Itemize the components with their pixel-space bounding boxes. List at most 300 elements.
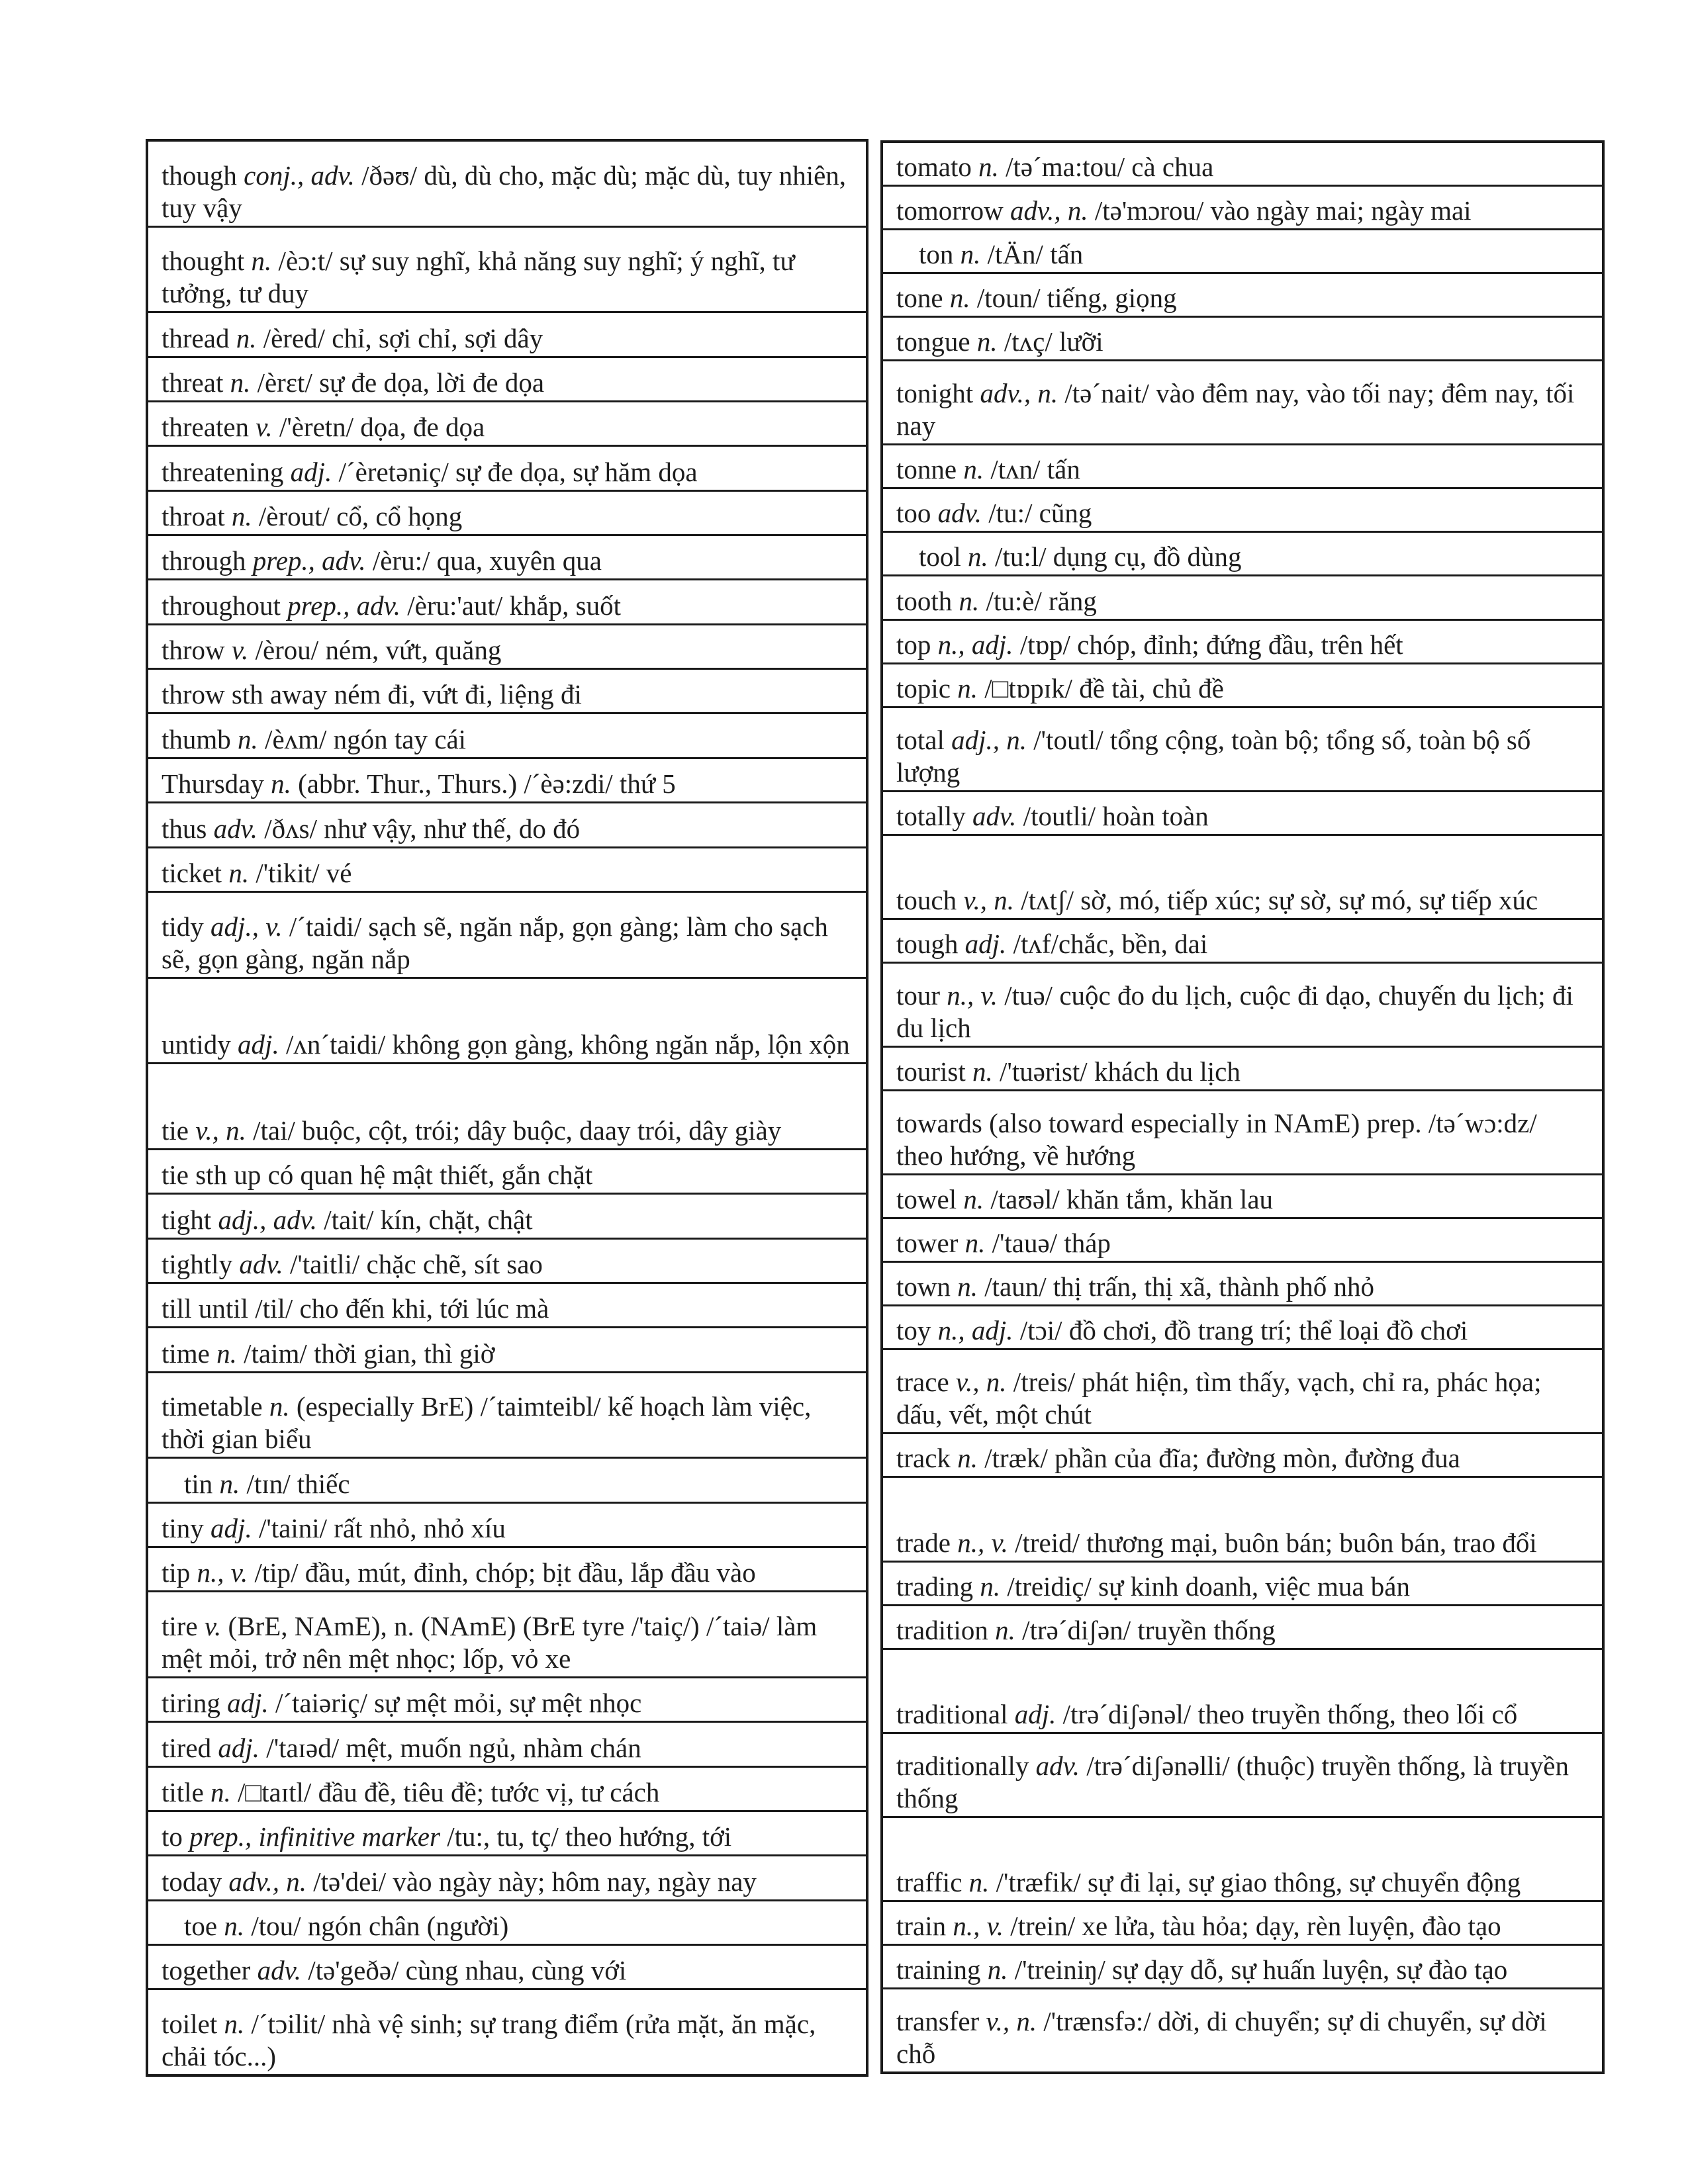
entry-text [896, 884, 1590, 917]
dictionary-entry [883, 445, 1602, 489]
headword: Thursday [162, 768, 264, 799]
part-of-speech: n. [987, 1954, 1008, 1985]
entry-text [162, 245, 854, 310]
definition: /tÄn/ tấn [987, 239, 1084, 270]
part-of-speech: adv., n. [228, 1866, 306, 1897]
part-of-speech: n. [963, 1184, 984, 1215]
headword: though [162, 159, 237, 191]
dictionary-entry [883, 1350, 1602, 1434]
dictionary-entry [148, 492, 866, 536]
part-of-speech: adj. [211, 1513, 252, 1543]
headword: today [162, 1866, 222, 1897]
part-of-speech: n. [224, 1911, 245, 1942]
headword: threat [162, 367, 224, 398]
headword: ton [919, 239, 954, 270]
definition: /treidiç/ sự kinh doanh, việc mua bán [1007, 1570, 1410, 1602]
part-of-speech: n. [269, 1391, 290, 1422]
headword: too [896, 498, 931, 529]
dictionary-entry [148, 447, 866, 491]
definition: /èru:/ qua, xuyên qua [372, 545, 602, 576]
dictionary-entry [148, 1459, 866, 1503]
entry-text [162, 911, 854, 976]
entry-text [162, 2008, 854, 2073]
part-of-speech: v. [204, 1611, 222, 1642]
definition: /'trænsfə:/ dời, di chuyển; sự di chuyển, sự dời chỗ [896, 2006, 1547, 2070]
part-of-speech: n., v. [197, 1557, 248, 1588]
dictionary-entry [883, 230, 1602, 274]
definition: /´taiəriç/ sự mệt mỏi, sự mệt nhọc [275, 1688, 642, 1719]
headword: tight [162, 1204, 212, 1235]
dictionary-entry [148, 1150, 866, 1195]
headword: threatening [162, 456, 284, 487]
definition: /tʌf/chắc, bền, dai [1013, 928, 1208, 959]
part-of-speech: adv. [937, 498, 982, 529]
headword: top [896, 629, 931, 660]
part-of-speech: n. [251, 246, 272, 277]
definition: /tait/ kín, chặt, chật [324, 1204, 533, 1235]
definition: (especially BrE) /´taimteibl/ kế hoạch làm việc, thời gian biểu [162, 1391, 812, 1455]
entry-text [896, 585, 1590, 617]
dictionary-entry [148, 358, 866, 402]
dictionary-entry [883, 143, 1602, 187]
headword: touch [896, 884, 957, 915]
headword: time [162, 1338, 210, 1369]
definition: /'tuərist/ khách du lịch [1000, 1056, 1241, 1087]
definition: /'tauə/ tháp [992, 1228, 1111, 1259]
dictionary-entry [148, 1856, 866, 1901]
definition: /taim/ thời gian, thì giờ [244, 1338, 495, 1369]
entry-text [162, 1390, 854, 1455]
definition: /tai/ buộc, cột, trói; dây buộc, daay trói, dây giày [253, 1115, 782, 1146]
part-of-speech: n. [960, 239, 981, 270]
dictionary-entry [883, 792, 1602, 836]
dictionary-entry [883, 664, 1602, 708]
entry-text [896, 1910, 1590, 1942]
entry-text [162, 1338, 854, 1370]
entry-text [184, 1910, 854, 1942]
headword: thought [162, 246, 245, 277]
headword: traditionally [896, 1750, 1029, 1781]
definition: /taun/ thị trấn, thị xã, thành phố nhỏ [984, 1271, 1374, 1302]
definition: /□taɪtl/ đầu đề, tiêu đề; tước vị, tư cách [238, 1777, 660, 1808]
definition: có quan hệ mật thiết, gắn chặt [267, 1160, 593, 1191]
definition: /toun/ tiếng, giọng [976, 283, 1177, 314]
dictionary-entry [148, 228, 866, 314]
headword: tomato [896, 152, 972, 183]
entry-text [896, 195, 1590, 227]
dictionary-entry [883, 533, 1602, 576]
dictionary-entry [148, 1678, 866, 1723]
entry-text [896, 800, 1590, 833]
dictionary-entry [148, 1064, 866, 1150]
part-of-speech: n. [976, 326, 998, 357]
headword: to [162, 1821, 183, 1852]
headword: thus [162, 813, 207, 844]
headword: tourist [896, 1056, 966, 1087]
part-of-speech: adv. [972, 800, 1017, 831]
headword: tough [896, 928, 959, 959]
dictionary-entry [883, 1818, 1602, 1902]
entry-text [896, 1271, 1590, 1303]
part-of-speech: n. [957, 1271, 978, 1302]
entry-text [896, 629, 1590, 661]
definition: /□tɒpɪk/ đề tài, chủ đề [984, 672, 1224, 704]
entry-text [162, 456, 854, 488]
part-of-speech: n. [968, 1866, 990, 1897]
definition: /trə´diʃən/ truyền thống [1022, 1614, 1276, 1645]
dictionary-entry [883, 1478, 1602, 1562]
definition: /tʌtʃ/ sờ, mó, tiếp xúc; sự sờ, sự mó, sự tiếp xúc [1021, 884, 1538, 915]
entry-text [896, 724, 1590, 789]
part-of-speech: adj. [1014, 1698, 1056, 1729]
dictionary-entry [883, 489, 1602, 533]
headword: thread [162, 322, 230, 353]
part-of-speech: adv. [1035, 1750, 1080, 1781]
dictionary-entry [883, 1989, 1602, 2071]
headword: tonight [896, 378, 974, 409]
headword: traffic [896, 1866, 962, 1897]
definition: /'træfik/ sự đi lại, sự giao thông, sự chuyển động [996, 1866, 1521, 1897]
part-of-speech: conj., adv. [244, 159, 355, 191]
entry-text [162, 1776, 854, 1809]
dictionary-entry [148, 1284, 866, 1328]
part-of-speech: v. [256, 412, 273, 443]
definition: /tou/ ngón chân (người) [251, 1911, 509, 1942]
dictionary-entry [883, 1263, 1602, 1306]
definition: /èrɛt/ sự đe dọa, lời đe dọa [257, 367, 545, 398]
definition: /tu:, tu, tç/ theo hướng, tới [447, 1821, 732, 1852]
headword: tomorrow [896, 195, 1004, 226]
right-column [880, 140, 1605, 2074]
definition: /trə´diʃənəlli/ (thuộc) truyền thống, là truyền thống [896, 1750, 1569, 1813]
entry-text [162, 1687, 854, 1719]
entry-text [184, 1468, 854, 1500]
headword: tip [162, 1557, 191, 1588]
part-of-speech: prep., adv. [252, 545, 366, 576]
dictionary-entry [148, 1946, 866, 1990]
part-of-speech: adv. [257, 1955, 301, 1986]
entry-text [162, 545, 854, 577]
entry-text [162, 159, 854, 224]
part-of-speech: adj. [227, 1688, 269, 1719]
headword: throw sth away [162, 679, 328, 710]
entry-text [896, 1866, 1590, 1899]
headword: throw [162, 635, 225, 666]
dictionary-entry [148, 1504, 866, 1548]
dictionary-entry [148, 1548, 866, 1592]
entry-text [162, 1821, 854, 1853]
definition: /toutli/ hoàn toàn [1023, 800, 1209, 831]
dictionary-entry [148, 536, 866, 580]
headword: total [896, 724, 945, 755]
dictionary-entry [148, 1240, 866, 1284]
definition: /tʌn/ tấn [990, 454, 1080, 485]
definition: /træk/ phần của đĩa; đường mòn, đường đua [984, 1443, 1460, 1474]
dictionary-entry [148, 1723, 866, 1767]
definition: /èrou/ ném, vứt, quăng [255, 635, 502, 666]
headword: tie [162, 1115, 189, 1146]
dictionary-entry [148, 1373, 866, 1459]
entry-text [896, 672, 1590, 705]
headword: toy [896, 1315, 931, 1346]
entry-text [896, 497, 1590, 529]
part-of-speech: adv., n. [980, 378, 1058, 409]
headword: tone [896, 283, 943, 314]
part-of-speech: n. [959, 585, 980, 616]
definition: /tu:l/ dụng cụ, đồ dùng [995, 541, 1242, 572]
definition: /tip/ đầu, mút, đỉnh, chóp; bịt đầu, lắp đầu vào [254, 1557, 756, 1588]
entry-text [162, 411, 854, 443]
definition: /tə'dei/ vào ngày này; hôm nay, ngày nay [313, 1866, 757, 1897]
definition: /trein/ xe lửa, tàu hỏa; dạy, rèn luyện, đào tạo [1010, 1910, 1501, 1941]
definition: /´èretəniç/ sự đe dọa, sự hăm dọa [338, 456, 698, 487]
entry-text [896, 928, 1590, 960]
entry-text [896, 1183, 1590, 1216]
part-of-speech: adv. [213, 813, 258, 844]
dictionary-entry [148, 142, 866, 228]
definition: /tu:/ cũng [988, 498, 1092, 529]
dictionary-entry [148, 1768, 866, 1812]
entry-text [162, 1512, 854, 1545]
entry-text [896, 282, 1590, 314]
definition: /'tikit/ vé [256, 857, 352, 888]
definition: /tɒp/ chóp, đỉnh; đứng đầu, trên hết [1019, 629, 1403, 660]
entry-text [919, 238, 1590, 271]
dictionary-entry [883, 1946, 1602, 1989]
dictionary-entry [148, 848, 866, 893]
definition: /'treiniŋ/ sự dạy dỗ, sự huấn luyện, sự đào tạo [1014, 1954, 1508, 1985]
entry-text [896, 326, 1590, 358]
part-of-speech: adj. [218, 1732, 260, 1763]
entry-text [896, 1366, 1590, 1431]
entry-text [896, 2005, 1590, 2070]
dictionary-entry [883, 1175, 1602, 1219]
dictionary-entry [148, 670, 866, 714]
definition: /ðʌs/ như vậy, như thế, do đó [264, 813, 581, 844]
headword: tire [162, 1611, 198, 1642]
definition: /tu:è/ răng [986, 585, 1097, 616]
dictionary-entry [883, 1734, 1602, 1818]
headword: training [896, 1954, 981, 1985]
entry-text [162, 1610, 854, 1675]
headword: tightly [162, 1248, 233, 1279]
definition: ném đi, vứt đi, liệng đi [334, 679, 582, 710]
dictionary-entry [883, 361, 1602, 445]
part-of-speech: adj., adv. [218, 1204, 317, 1235]
headword: till until [162, 1293, 248, 1324]
part-of-speech: adj. [290, 456, 332, 487]
entry-text [162, 1732, 854, 1764]
part-of-speech: n. [964, 1228, 986, 1259]
definition: /tə´ma:tou/ cà chua [1006, 152, 1214, 183]
definition: (BrE, NAmE), n. (NAmE) (BrE tyre /'taiç/) /´taiə/ làm mệt mỏi, trở nên mệt nhọc; lốp, vỏ xe [162, 1611, 818, 1674]
definition: /'taɪəd/ mệt, muốn ngủ, nhàm chán [266, 1732, 641, 1763]
headword: towards [896, 1108, 982, 1139]
headword: thumb [162, 723, 231, 754]
dictionary-entry [883, 318, 1602, 361]
headword: toe [184, 1911, 218, 1942]
headword: track [896, 1443, 951, 1474]
definition: /èɔ:t/ sự suy nghĩ, khả năng suy nghĩ; ý nghĩ, tư tưởng, tư duy [162, 246, 795, 309]
headword: totally [896, 800, 966, 831]
part-of-speech: n. [968, 541, 988, 572]
left-column [146, 139, 868, 2077]
dictionary-entry [883, 274, 1602, 318]
headword: tooth [896, 585, 953, 616]
part-of-speech: v. [231, 635, 249, 666]
definition: /tə'mɔrou/ vào ngày mai; ngày mai [1094, 195, 1472, 226]
headword: untidy [162, 1029, 231, 1060]
part-of-speech: adj., n. [951, 724, 1027, 755]
entry-text [896, 1442, 1590, 1475]
part-of-speech: n. [219, 1468, 240, 1499]
dictionary-entry [148, 803, 866, 848]
definition: /tə'geðə/ cùng nhau, cùng với [308, 1955, 627, 1986]
headword: tonne [896, 454, 957, 485]
headword: tired [162, 1732, 212, 1763]
headword: tin [184, 1468, 213, 1499]
entry-text [162, 857, 854, 889]
definition: /taʊəl/ khăn tắm, khăn lau [990, 1184, 1274, 1215]
dictionary-entry [148, 625, 866, 670]
headword: threaten [162, 412, 250, 443]
dictionary-entry [148, 979, 866, 1065]
part-of-speech: prep., infinitive marker [189, 1821, 440, 1852]
part-of-speech: adj. [964, 928, 1007, 959]
dictionary-entry [148, 1328, 866, 1373]
dictionary-entry [148, 714, 866, 758]
entry-text [162, 1557, 854, 1589]
headword: tool [919, 541, 961, 572]
headword: tiny [162, 1513, 204, 1543]
definition: /èru:'aut/ khắp, suốt [407, 590, 622, 621]
definition: /tuə/ cuộc đo du lịch, cuộc đi dạo, chuyến du lịch; đi du lịch [896, 979, 1573, 1043]
entry-text [162, 768, 854, 800]
part-of-speech: n. [972, 1056, 993, 1087]
dictionary-entry [883, 964, 1602, 1048]
definition: (abbr. Thur., Thurs.) /´èə:zdi/ thứ 5 [298, 768, 676, 799]
entry-text [162, 322, 854, 355]
entry-text [896, 1954, 1590, 1986]
entry-text [896, 377, 1590, 442]
headword: topic [896, 672, 951, 704]
dictionary-entry [148, 402, 866, 447]
dictionary-entry [883, 708, 1602, 792]
entry-text [162, 500, 854, 533]
entry-text [896, 1314, 1590, 1347]
headword: timetable [162, 1391, 263, 1422]
headword: towel [896, 1184, 957, 1215]
definition: /ʌn´taidi/ không gọn gàng, không ngăn nắp, lộn xộn [285, 1029, 850, 1060]
part-of-speech: v., n. [986, 2006, 1037, 2037]
entry-text [162, 1028, 854, 1061]
entry-text [896, 979, 1590, 1044]
definition: /til/ cho đến khi, tới lúc mà [255, 1293, 549, 1324]
headword: tongue [896, 326, 970, 357]
part-of-speech: v., n. [195, 1115, 246, 1146]
entry-text [896, 1227, 1590, 1259]
entry-text [162, 634, 854, 666]
headword: trade [896, 1527, 951, 1558]
definition: /'èretn/ dọa, đe dọa [279, 412, 485, 443]
part-of-speech: n. [271, 768, 291, 799]
part-of-speech: adv. [239, 1248, 283, 1279]
entry-text [162, 1204, 854, 1236]
part-of-speech: n., adj. [937, 1315, 1013, 1346]
part-of-speech: adv., n. [1009, 195, 1088, 226]
dictionary-entry [883, 920, 1602, 964]
entry-text [896, 1614, 1590, 1647]
definition: /tʌç/ lưỡi [1004, 326, 1103, 357]
headword: ticket [162, 857, 222, 888]
definition: /treis/ phát hiện, tìm thấy, vạch, chỉ ra, phác họa; dấu, vết, một chút [896, 1367, 1542, 1430]
headword: title [162, 1777, 204, 1808]
dictionary-entry [883, 1048, 1602, 1091]
part-of-speech: n. [230, 367, 251, 398]
part-of-speech: n. [228, 857, 250, 888]
headword: throughout [162, 590, 281, 621]
dictionary-entry [883, 1650, 1602, 1734]
dictionary-entry [883, 1902, 1602, 1946]
part-of-speech: n., v. [947, 979, 998, 1011]
definition: /ðəʊ/ dù, dù cho, mặc dù; mặc dù, tuy nhiên, tuy vậy [162, 159, 847, 223]
definition: /'toutl/ tổng cộng, toàn bộ; tổng số, toàn bộ số lượng [896, 724, 1531, 788]
dictionary-entry [148, 893, 866, 979]
dictionary-entry [883, 1563, 1602, 1606]
dictionary-entry [148, 1990, 866, 2074]
headword: throat [162, 501, 225, 532]
part-of-speech: n. [231, 501, 252, 532]
entry-text [162, 678, 854, 711]
definition: /èʌm/ ngón tay cái [265, 723, 467, 754]
part-of-speech: n., adj. [937, 629, 1013, 660]
part-of-speech: n. [995, 1614, 1015, 1645]
definition: /treid/ thương mại, buôn bán; buôn bán, trao đổi [1015, 1527, 1537, 1558]
headword: tiring [162, 1688, 220, 1719]
definition: /´tɔilit/ nhà vệ sinh; sự trang điểm (rửa mặt, ăn mặc, chải tóc...) [162, 2009, 816, 2072]
definition: /èred/ chỉ, sợi chỉ, sợi dây [263, 322, 543, 353]
dictionary-entry [883, 1219, 1602, 1263]
part-of-speech: n. [216, 1338, 237, 1369]
part-of-speech: n., v. [957, 1527, 1008, 1558]
dictionary-entry [883, 621, 1602, 664]
entry-text [162, 813, 854, 845]
part-of-speech: v., n. [955, 1367, 1007, 1398]
entry-text [896, 1750, 1590, 1815]
headword: through [162, 545, 246, 576]
definition: /'taitli/ chặc chẽ, sít sao [289, 1248, 543, 1279]
entry-text [896, 1056, 1590, 1088]
dictionary-entry [148, 1195, 866, 1239]
part-of-speech: n. [236, 322, 257, 353]
dictionary-entry [883, 576, 1602, 620]
dictionary-entry [148, 313, 866, 357]
headword: toilet [162, 2009, 218, 2040]
dictionary-entry [883, 1306, 1602, 1350]
headword: trace [896, 1367, 949, 1398]
dictionary-entry [148, 759, 866, 803]
definition: /tɔi/ đồ chơi, đồ trang trí; thể loại đồ chơi [1019, 1315, 1468, 1346]
definition: /trə´diʃənəl/ theo truyền thống, theo lối cổ [1062, 1698, 1518, 1729]
definition: /'taini/ rất nhỏ, nhỏ xíu [258, 1513, 506, 1543]
headword: tidy [162, 911, 204, 942]
headword: together [162, 1955, 251, 1986]
headword: tie sth up [162, 1160, 261, 1191]
entry-text [162, 1115, 854, 1147]
headword: tower [896, 1228, 959, 1259]
entry-text [162, 367, 854, 399]
entry-text [162, 1954, 854, 1987]
